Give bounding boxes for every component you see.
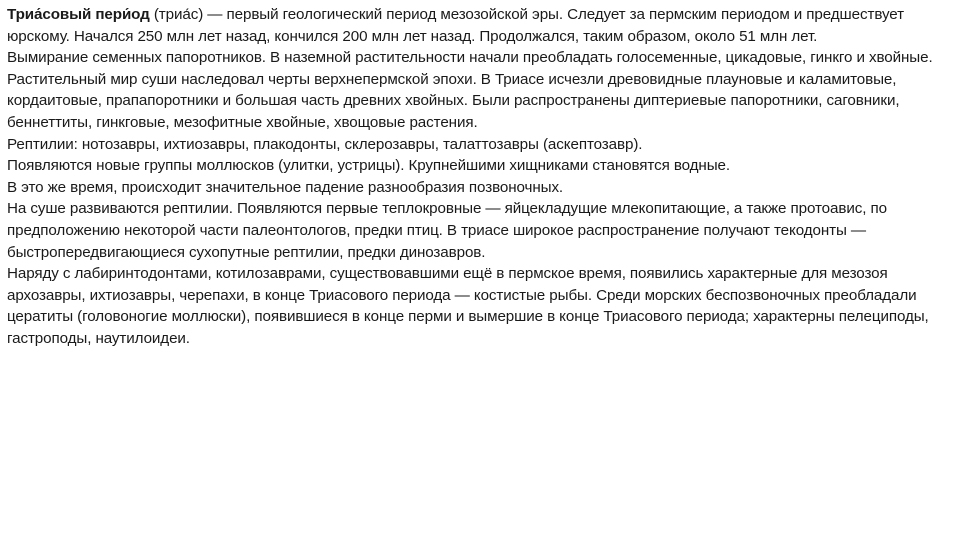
intro-paragraph bbox=[7, 4, 953, 47]
intro-text: — первый геологический период мезозойской эры. Следует за пермским периодом и предшествует юрскому. Начался 250 млн лет назад, кончился 200 млн лет назад. Продолжался, таким образом, около 51 млн лет. bbox=[7, 6, 904, 45]
paragraph-mollusks: Появляются новые группы моллюсков (улитки, устрицы). Крупнейшими хищниками становятся водные. bbox=[7, 157, 730, 175]
paragraph-land-reptiles: На суше развиваются рептилии. Появляются первые теплокровные — яйцекладущие млекопитающие, а также протоавис, по предположению некоторой части палеонтологов, предки птиц. В триасе широкое распространение получают текодонты — быстропередвигающиеся сухопутные рептилии, предки динозавров. bbox=[7, 200, 887, 261]
intro-term: Триа́совый пери́од bbox=[7, 6, 150, 23]
document-body bbox=[7, 4, 953, 350]
intro-alt-term: (триа́с) bbox=[153, 6, 204, 23]
paragraph-extinction: Вымирание семенных папоротников. В наземной растительности начали преобладать голосеменные, цикадовые, гинкго и хвойные. bbox=[7, 49, 933, 67]
paragraph-vertebrate-decline: В это же время, происходит значительное падение разнообразия позвоночных. bbox=[7, 178, 564, 196]
paragraph-reptiles: Рептилии: нотозавры, ихтиозавры, плакодонты, склерозавры, талаттозавры (аскептозавр). bbox=[7, 135, 643, 153]
paragraph-flora: Растительный мир суши наследовал черты верхнепермской эпохи. В Триасе исчезли древовидные плауновые и каламитовые, кордаитовые, прапапоротники и большая часть древних хвойных. Были распространены диптериевые папоротники, саговники, беннеттиты, гинкговые, мезофитные хвойные, хвощовые растения. bbox=[7, 70, 900, 131]
paragraph-fauna: Наряду с лабиринтодонтами, котилозаврами, существовавшими ещё в пермское время, появились характерные для мезозоя архозавры, ихтиозавры, черепахи, в конце Триасового периода — костистые рыбы. Среди морских беспозвоночных преобладали цератиты (головоногие моллюски), появившиеся в конце перми и вымершие в конце Триасового периода; характерны пелециподы, гастроподы, наутилоидеи. bbox=[7, 265, 929, 347]
